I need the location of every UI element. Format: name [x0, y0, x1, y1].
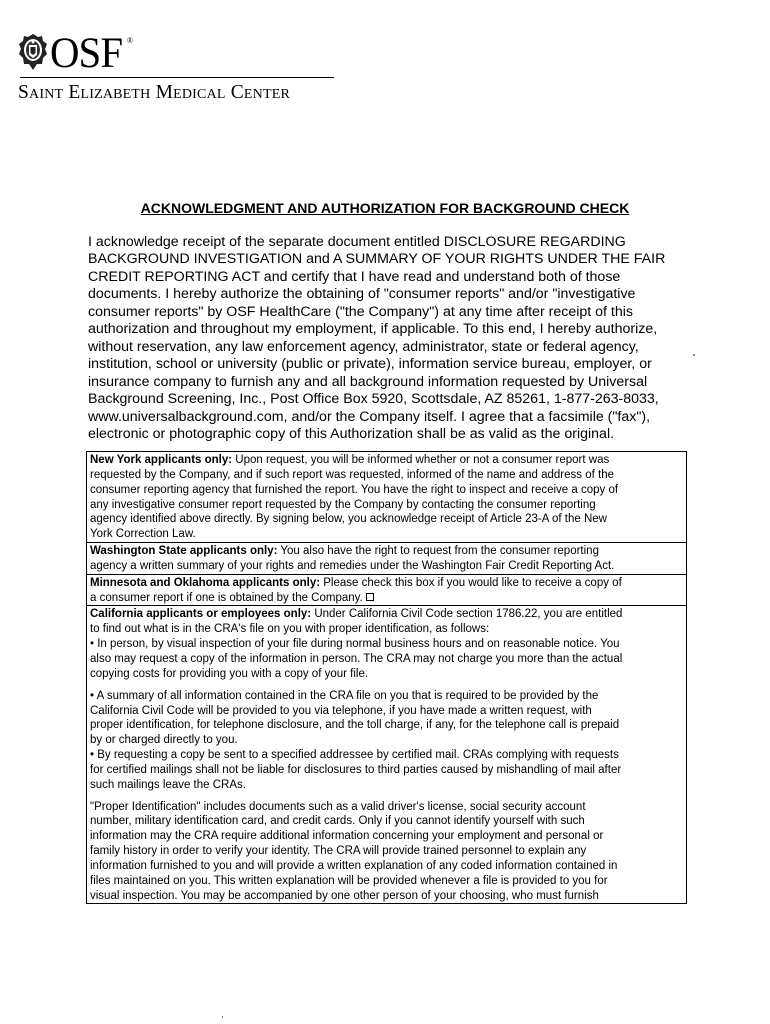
letterhead [18, 30, 348, 104]
minnesota-lead: Minnesota and Oklahoma applicants only: [90, 576, 321, 589]
scan-mark [693, 354, 695, 356]
washington-paragraph [90, 544, 683, 574]
washington-section [87, 543, 686, 575]
new-york-lead: New York applicants only: [90, 454, 233, 466]
logo [18, 30, 348, 77]
document-title: ACKNOWLEDGMENT AND AUTHORIZATION FOR BACKGROUND CHECK [140, 200, 630, 216]
minnesota-text: Please check this box if you would like to receive a copy of a consumer report if one is obtained by the Company. [90, 576, 622, 604]
header-rule [20, 77, 334, 78]
consumer-report-copy-checkbox[interactable] [366, 593, 374, 601]
california-paragraph-3: "Proper Identification" includes documents such as a valid driver's license, social security account number, military identification card, and credit cards. Only if you cannot identify yourself with such information may the CRA require additional information concerning your employment and personal or family history in order to verify your identity. The CRA will provide trained personnel to explain any information furnished to you and will provide a written explanation of any coded information contained in files maintained on you. This written explanation will be provided whenever a file is provided to you for visual inspection. You may be accompanied by one other person of your choosing, who must furnish [90, 800, 618, 902]
california-paragraph-2: • A summary of all information contained in the CRA file on you that is required to be provided by the California Civil Code will be provided to you via telephone, if you have made a written request, with proper identification, for telephone disclosure, and the toll charge, if any, for the telephone call is prepaid by or charged directly to you. • By requesting a copy be sent to a specified addressee by certified mail. CRAs complying with requests for certified mailings shall not be liable for disclosures to third parties caused by mishandling of mail after such mailings leave the CRAs. [90, 689, 622, 791]
california-paragraph-1 [90, 607, 683, 681]
california-text-1: Under California Civil Code section 1786.22, you are entitled to find out what is in the CRA's file on you with proper identification, as follows: • In person, by visual inspection of your file during normal business hours and on reasonable notice. You also may request a copy of the information in person. The CRA may not charge you more than the actual copying costs for providing you with a copy of your file. [90, 608, 623, 680]
authorization-text [88, 234, 678, 443]
minnesota-section [87, 575, 686, 607]
new-york-text: Upon request, you will be informed whether or not a consumer report was requested by the Company, and if such report was requested, informed of the name and address of the consumer reporting agency that furnished the report. You have the right to inspect and receive a copy of any investigative consumer report requested by the Company by contacting the consumer reporting agency identified above directly. By signing below, you acknowledge receipt of Article 23-A of the New York Correction Law. [90, 454, 619, 541]
registered-mark: ® [126, 36, 133, 45]
scan-mark [222, 1016, 223, 1018]
new-york-paragraph [90, 453, 683, 542]
washington-lead: Washington State applicants only: [90, 545, 278, 558]
authorization-paragraph: I acknowledge receipt of the separate document entitled DISCLOSURE REGARDING BACKGROUND INVESTIGATION and A SUMMARY OF YOUR RIGHTS UNDER THE FAIR CREDIT REPORTING ACT and certify that I have read and understand both of those documents. I hereby authorize the obtaining of "consumer reports" and/or "investigative consumer reports" by OSF HealthCare ("the Company") at any time after receipt of this authorization and throughout my employment, if applicable. To this end, I hereby authorize, without reservation, any law enforcement agency, administrator, state or federal agency, institution, school or university (public or private), information service bureau, employer, or insurance company to furnish any and all background information requested by Universal Background Screening, Inc., Post Office Box 5920, Scottsdale, AZ 85261, 1-877-263-8033, www.universalbackground.com, and/or the Company itself. I agree that a facsimile ("fax"), electronic or photographic copy of this Authorization shall be as valid as the original. [88, 234, 666, 442]
org-name: Saint Elizabeth Medical Center [18, 82, 291, 103]
new-york-section [87, 452, 686, 543]
seal-icon [18, 33, 48, 71]
state-notices-box [86, 451, 687, 904]
brand-wordmark: OSF [50, 30, 123, 77]
washington-text: You also have the right to request from the consumer reporting agency a written summary of your rights and remedies under the Washington Fair Credit Reporting Act. [90, 545, 615, 572]
minnesota-paragraph [90, 576, 683, 606]
california-section [87, 606, 686, 903]
california-lead: California applicants or employees only: [90, 608, 312, 621]
